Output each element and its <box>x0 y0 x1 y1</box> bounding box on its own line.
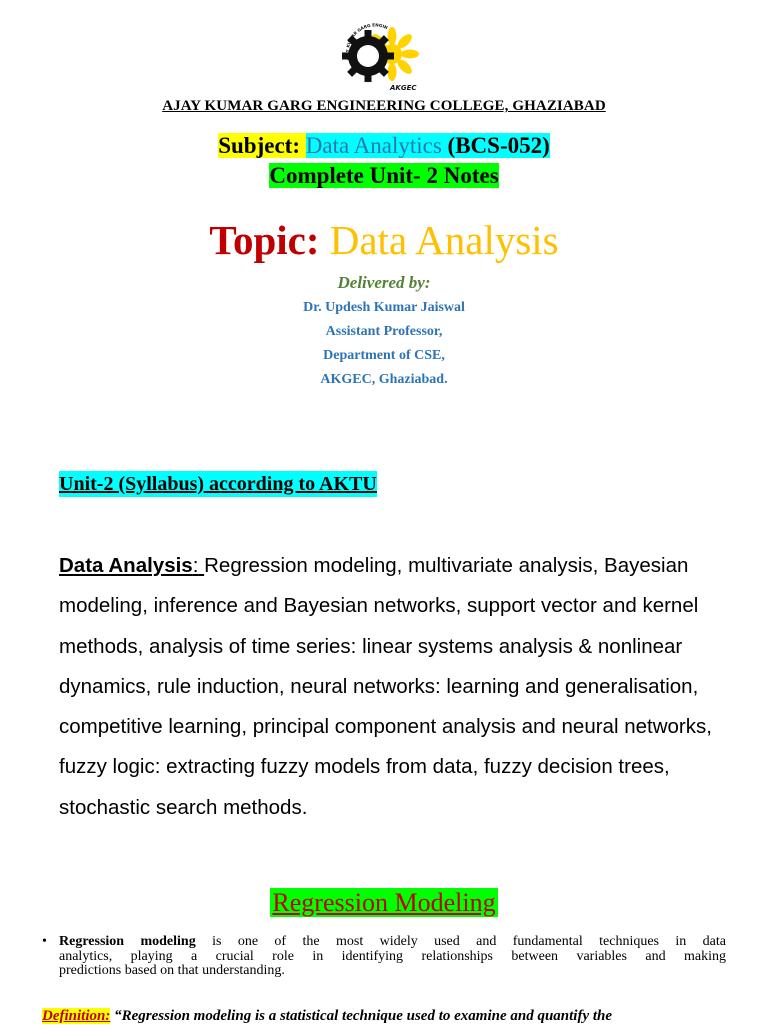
syllabus-paragraph <box>59 546 719 828</box>
subject-code: (BCS-052) <box>447 133 550 158</box>
definition-label: Definition: <box>42 1008 111 1024</box>
syllabus-line: modeling, inference and Bayesian networks, support vector and kernel <box>59 594 699 618</box>
college-name: AJAY KUMAR GARG ENGINEERING COLLEGE, GHAZIABAD <box>162 98 606 114</box>
subject-line <box>0 132 768 160</box>
syllabus-lead: Data Analysis <box>59 554 193 577</box>
subject-name: Data Analytics <box>305 133 442 158</box>
syllabus-line: fuzzy logic: extracting fuzzy models from data, fuzzy decision trees, <box>59 755 670 779</box>
syllabus-heading: Unit-2 (Syllabus) according to AKTU <box>59 473 377 495</box>
logo-arc-text: AJAY KUMAR GARG ENGIN <box>344 22 389 61</box>
unit-notes-line <box>0 162 768 190</box>
definition-text: “Regression modeling is a statistical technique used to examine and quantify the <box>114 1008 613 1024</box>
author-name: Dr. Updesh Kumar Jaiswal <box>303 300 465 315</box>
topic-title <box>0 214 768 266</box>
topic-label: Topic: <box>209 217 320 263</box>
syllabus-line: methods, analysis of time series: linear systems analysis & nonlinear <box>59 634 683 658</box>
syllabus-line: competitive learning, principal component analysis and neural networks, <box>59 715 712 739</box>
author-department: Department of CSE, <box>323 348 445 363</box>
syllabus-line: stochastic search methods. <box>59 795 308 819</box>
bullet-icon: • <box>42 934 47 949</box>
bullet-line: predictions based on that understanding. <box>59 963 285 978</box>
topic-value: Data Analysis <box>329 217 559 263</box>
syllabus-line: dynamics, rule induction, neural networks: learning and generalisation, <box>59 674 699 698</box>
regression-heading-text: Regression Modeling <box>272 888 496 917</box>
subject-label: Subject: <box>218 133 300 158</box>
syllabus-line: Data Analysis: Regression modeling, multivariate analysis, Bayesian <box>59 554 689 577</box>
bullet-line: Regression modeling is one of the most widely used and fundamental techniques in data <box>59 934 726 949</box>
author-institute: AKGEC, Ghaziabad. <box>320 372 448 387</box>
regression-heading <box>0 886 768 920</box>
college-logo <box>330 16 430 94</box>
logo-caption: AKGEC <box>390 84 417 92</box>
bullet-lead: Regression modeling <box>59 934 196 949</box>
college-logo-graphic <box>330 16 430 94</box>
regression-bullet-text <box>59 935 726 979</box>
bullet-line: analytics, playing a crucial role in identifying relationships between variables and making <box>59 948 726 964</box>
unit-notes: Complete Unit- 2 Notes <box>269 163 499 188</box>
delivered-by-label: Delivered by: <box>337 273 431 292</box>
regression-bullet <box>42 935 726 979</box>
author-designation: Assistant Professor, <box>325 324 443 339</box>
regression-definition <box>42 1008 732 1025</box>
